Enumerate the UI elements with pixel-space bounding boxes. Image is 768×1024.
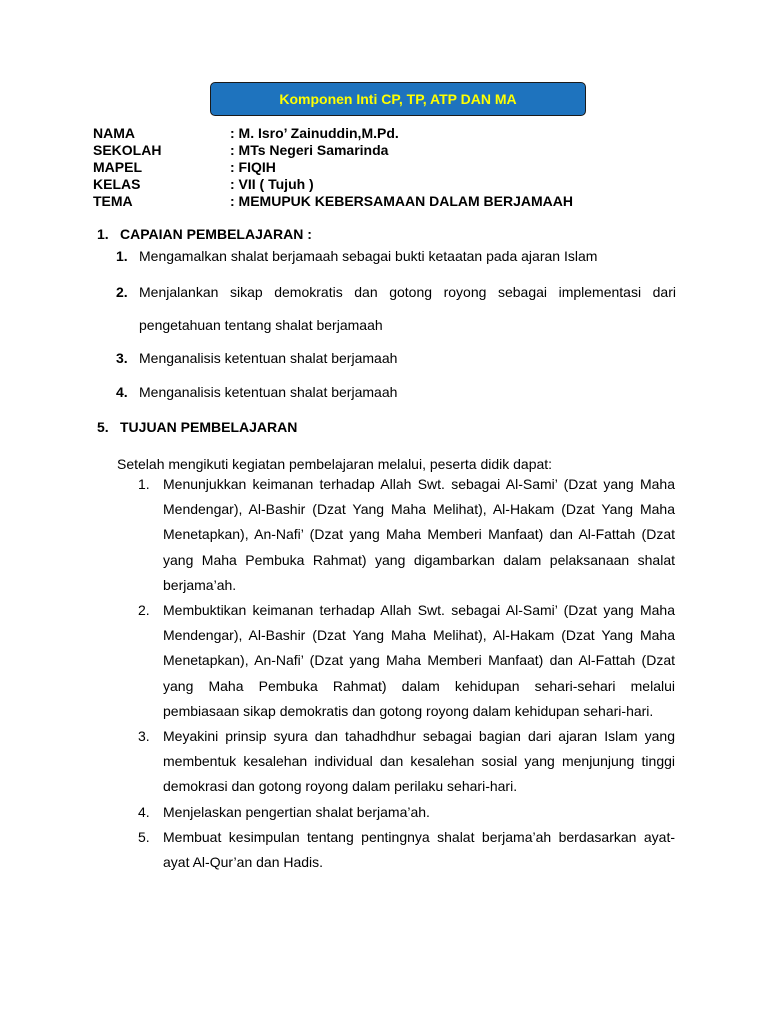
list-number: 3.	[116, 350, 128, 366]
list-item	[116, 376, 676, 409]
section-heading-tujuan	[97, 419, 297, 435]
list-text: Membuktikan keimanan terhadap Allah Swt. sebagai Al-Sami’ (Dzat yang Maha Mendengar), Al-Bashir (Dzat Yang Maha Melihat), Al-Hakam (Dzat Yang Maha Menetapkan), An-Nafi’ (Dzat yang Maha Memberi Manfaat) dan Al-Fattah (Dzat yang Maha Pembuka Rahmat) dalam kehidupan sehari-sehari melalui pembiasaan sikap demokratis dan gotong royong dalam kehidupan sehari-hari.	[163, 602, 675, 719]
list-text: Meyakini prinsip syura dan tahadhdhur sebagai bagian dari ajaran Islam yang membentuk kesalehan individual dan kesalehan sosial yang menjunjung tinggi demokrasi dan gotong royong dalam perilaku sehari-hari.	[163, 728, 675, 795]
info-value: : MEMUPUK KEBERSAMAAN DALAM BERJAMAAH	[230, 193, 573, 209]
list-item	[116, 240, 676, 273]
list-text: Menjalankan sikap demokratis dan gotong royong sebagai implementasi dari pengetahuan tentang shalat berjamaah	[139, 284, 676, 333]
list-text: Menunjukkan keimanan terhadap Allah Swt. sebagai Al-Sami’ (Dzat yang Maha Mendengar), Al-Bashir (Dzat Yang Maha Melihat), Al-Hakam (Dzat Yang Maha Menetapkan), An-Nafi’ (Dzat yang Maha Memberi Manfaat) dan Al-Fattah (Dzat yang Maha Pembuka Rahmat) yang digambarkan dalam pelaksanaan shalat berjama’ah.	[163, 476, 675, 593]
list-text: Menjelaskan pengertian shalat berjama’ah.	[163, 803, 430, 820]
info-value: : VII ( Tujuh )	[230, 176, 314, 192]
info-row-sekolah	[93, 142, 573, 159]
section-title: CAPAIAN PEMBELAJARAN :	[120, 226, 312, 242]
list-number: 2.	[116, 284, 128, 300]
list-item	[138, 825, 675, 875]
list-item	[138, 472, 675, 598]
list-text: Membuat kesimpulan tentang pentingnya shalat berjama’ah berdasarkan ayat-ayat Al-Qur’an dan Hadis.	[163, 828, 675, 871]
section-number: 1.	[97, 226, 109, 242]
section-title: TUJUAN PEMBELAJARAN	[120, 419, 298, 435]
info-label: MAPEL	[93, 159, 142, 175]
info-value: : MTs Negeri Samarinda	[230, 142, 389, 158]
info-row-nama	[93, 125, 573, 142]
document-title: Komponen Inti CP, TP, ATP DAN MA	[279, 91, 517, 107]
section-number: 5.	[97, 419, 109, 435]
document-title-box	[210, 82, 586, 116]
list-item	[116, 342, 676, 375]
list-number: 3.	[138, 728, 150, 745]
info-row-mapel	[93, 159, 573, 176]
list-number: 1.	[138, 476, 150, 492]
info-label: TEMA	[93, 193, 133, 209]
list-item	[138, 800, 675, 825]
list-number: 1.	[116, 248, 128, 264]
list-text: Mengamalkan shalat berjamaah sebagai bukti ketaatan pada ajaran Islam	[139, 248, 598, 264]
info-label: NAMA	[93, 125, 135, 141]
list-text: Menganalisis ketentuan shalat berjamaah	[139, 384, 398, 400]
list-number: 5.	[138, 828, 150, 845]
tujuan-intro: Setelah mengikuti kegiatan pembelajaran melalui, peserta didik dapat:	[117, 456, 553, 472]
info-label: KELAS	[93, 176, 141, 192]
list-number: 4.	[116, 384, 128, 400]
info-label: SEKOLAH	[93, 142, 162, 158]
list-number: 2.	[138, 602, 150, 619]
info-value: : FIQIH	[230, 159, 276, 175]
identity-table	[93, 125, 573, 210]
list-number: 4.	[138, 803, 150, 820]
list-text: Menganalisis ketentuan shalat berjamaah	[139, 350, 398, 366]
list-item	[138, 724, 675, 800]
tujuan-list	[138, 472, 675, 875]
list-item	[116, 276, 676, 342]
info-row-kelas	[93, 176, 573, 193]
info-row-tema	[93, 193, 573, 210]
info-value: : M. Isro’ Zainuddin,M.Pd.	[230, 125, 399, 141]
list-item	[138, 598, 675, 724]
